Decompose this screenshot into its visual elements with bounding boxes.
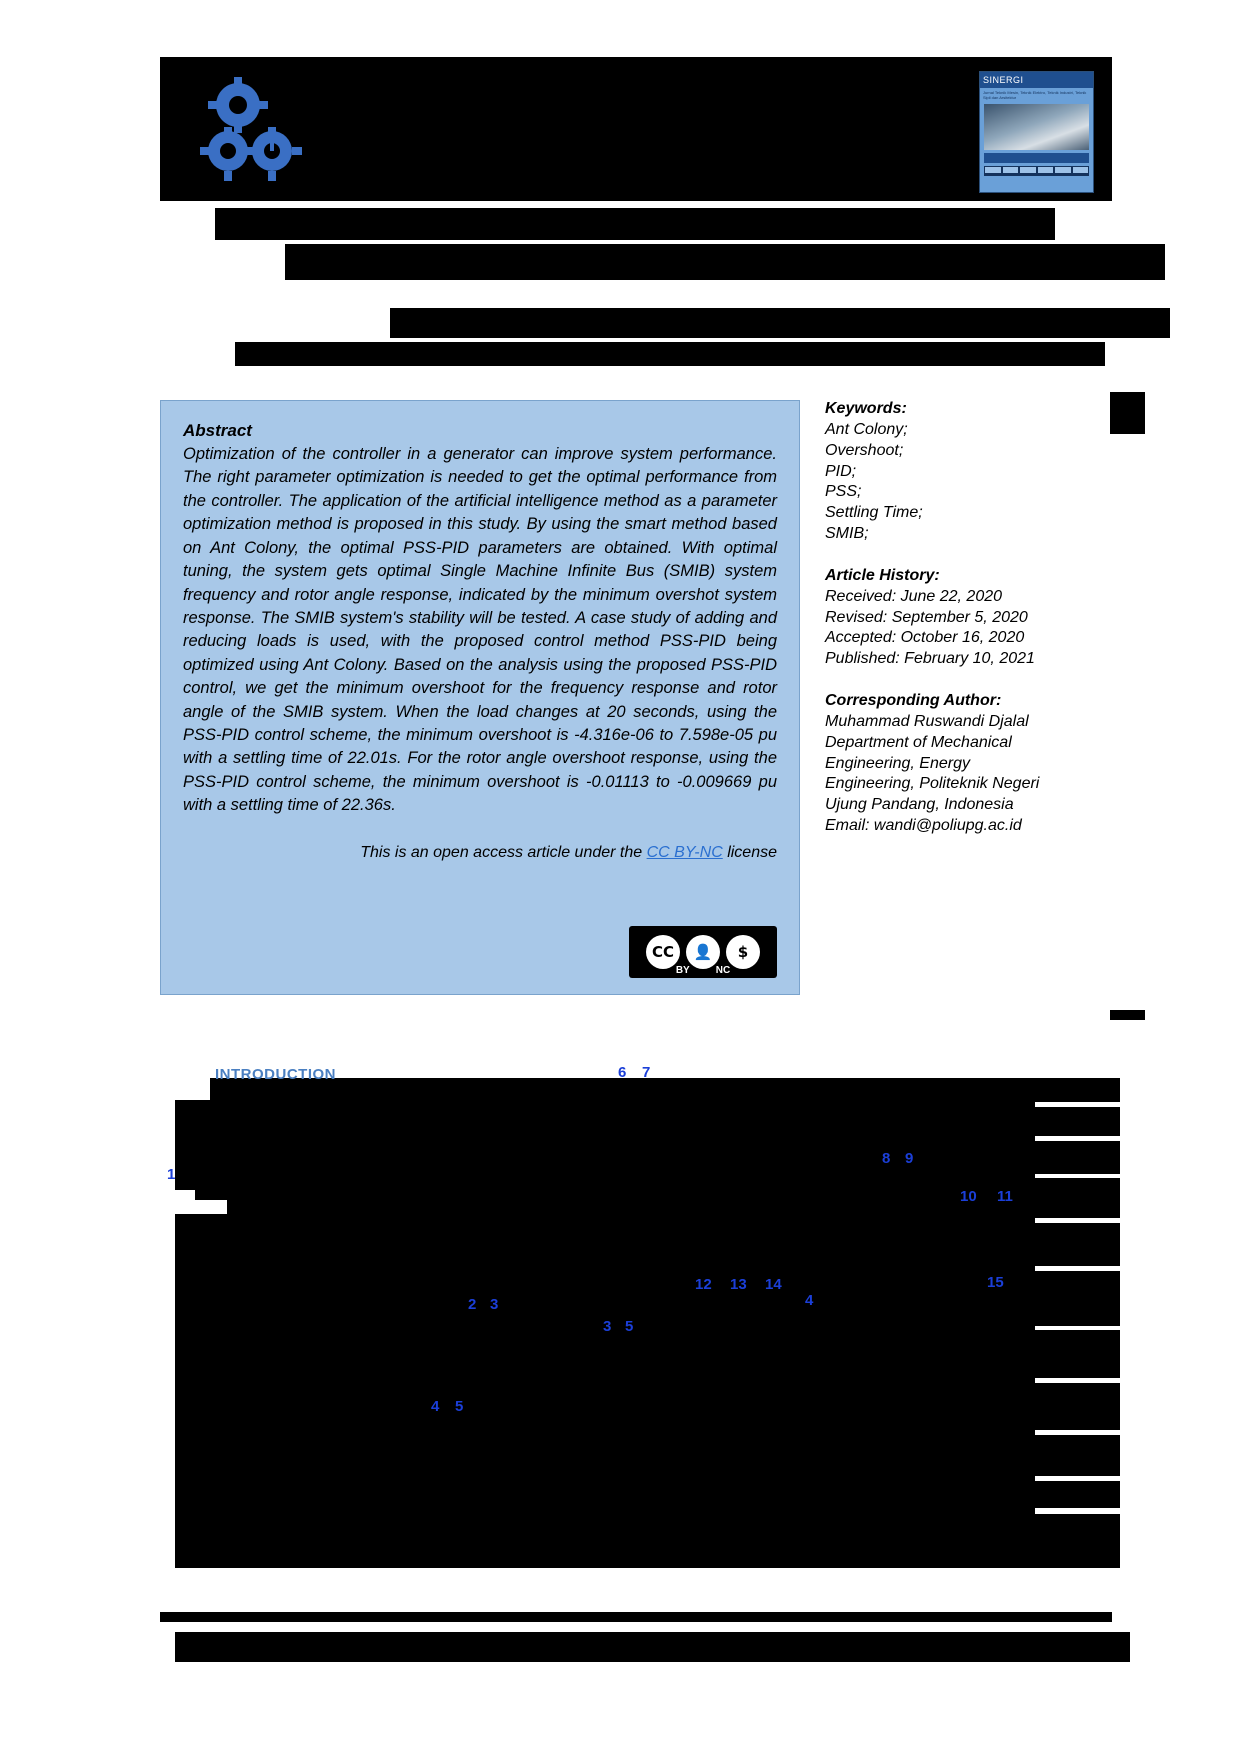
journal-cover-thumbnail <box>979 71 1094 193</box>
license-suffix: license <box>722 843 777 861</box>
cover-title: SINERGI <box>980 72 1093 88</box>
history-item: Accepted: October 16, 2020 <box>825 629 1025 647</box>
cc-icon: CC <box>646 935 680 969</box>
keyword-item: PSS; <box>825 483 862 501</box>
citation-ref[interactable]: 7 <box>642 1064 651 1081</box>
cc-license-badge[interactable] <box>629 926 777 978</box>
cc-badge-labels <box>629 965 777 976</box>
citation-ref[interactable]: 2 <box>468 1296 477 1313</box>
corresponding-email[interactable]: Email: wandi@poliupg.ac.id <box>825 816 1022 834</box>
citation-ref[interactable]: 12 <box>695 1276 712 1293</box>
corresponding-item: Department of Mechanical <box>825 733 1012 751</box>
keyword-item: SMIB; <box>825 524 869 542</box>
cc-nc-icon: $ <box>726 935 760 969</box>
citation-ref[interactable]: 3 <box>603 1318 612 1335</box>
citation-ref[interactable]: 3 <box>490 1296 499 1313</box>
title-block <box>160 208 1112 370</box>
keyword-item: PID; <box>825 462 857 480</box>
abstract-panel <box>160 400 800 995</box>
cover-subtitle: Jurnal Teknik Mesin, Teknik Elektro, Teknik Industri, Teknik Sipil dan Arsitektur <box>983 90 1087 101</box>
citation-ref[interactable]: 1 <box>167 1166 176 1183</box>
title-line-1 <box>215 208 1055 240</box>
cover-accent-bar <box>984 153 1089 163</box>
cc-by-icon: 👤 <box>686 935 720 969</box>
citation-ref[interactable]: 8 <box>882 1150 891 1167</box>
citation-ref[interactable]: 5 <box>625 1318 634 1335</box>
affiliation-line <box>235 342 1105 366</box>
corresponding-item: Muhammad Ruswandi Djalal <box>825 712 1029 730</box>
article-history-group <box>825 567 1115 670</box>
corresponding-item: Ujung Pandang, Indonesia <box>825 796 1014 814</box>
license-prefix: This is an open access article under the <box>360 843 647 861</box>
authors-line <box>390 308 1170 338</box>
keyword-item: Settling Time; <box>825 504 923 522</box>
corresponding-item: Engineering, Politeknik Negeri <box>825 775 1040 793</box>
citation-ref[interactable]: 13 <box>730 1276 747 1293</box>
history-item: Revised: September 5, 2020 <box>825 608 1028 626</box>
right-redaction-strip-top <box>1110 392 1145 434</box>
license-line <box>183 844 777 862</box>
article-history-heading: Article History: <box>825 566 940 584</box>
history-item: Published: February 10, 2021 <box>825 650 1035 668</box>
corresponding-author-heading: Corresponding Author: <box>825 691 1002 709</box>
citation-ref[interactable]: 15 <box>987 1274 1004 1291</box>
title-line-2 <box>285 244 1165 280</box>
citation-ref[interactable]: 11 <box>997 1188 1013 1205</box>
keywords-group <box>825 400 1115 545</box>
keyword-item: Ant Colony; <box>825 421 908 438</box>
citation-ref[interactable]: 5 <box>455 1398 464 1415</box>
right-redaction-strip-bottom <box>1110 1010 1145 1020</box>
history-item: Received: June 22, 2020 <box>825 587 1003 605</box>
citation-ref[interactable]: 4 <box>805 1292 814 1309</box>
citation-ref[interactable]: 10 <box>960 1188 977 1205</box>
body-text-block <box>167 1064 1125 1568</box>
cc-by-label: BY <box>675 965 690 976</box>
abstract-text: Optimization of the controller in a generator can improve system performance. The right parameter optimization is needed to get the optimal performance from the controller. The application of the artificial intelligence method as a parameter optimization method is proposed in this study. By using the smart method based on Ant Colony, the optimal PSS-PID parameters are obtained. With optimal tuning, the system gets optimal Single Machine Infinite Bus (SMIB) system frequency and rotor angle response, indicated by the minimum overshot system response. The SMIB system's stability will be tested. A case study of adding and reducing loads is used, with the proposed control method PSS-PID being optimized using Ant Colony. Based on the analysis using the proposed PSS-PID control, we get the minimum overshoot for the frequency response and rotor angle of the SMIB system. When the load changes at 20 seconds, using the PSS-PID control scheme, the minimum overshoot is -4.316e-06 to 7.598e-05 pu with a settling time of 22.01s. For the rotor angle overshoot response, using the PSS-PID control scheme, the minimum overshoot is -0.01113 to -0.009669 pu with a settling time of 22.36s. <box>183 445 777 815</box>
footer-rule-top <box>160 1612 1112 1622</box>
corresponding-item: Engineering, Energy <box>825 754 970 772</box>
citation-ref[interactable]: 14 <box>765 1276 782 1293</box>
metadata-column <box>825 400 1115 859</box>
citation-ref[interactable]: 4 <box>431 1398 440 1415</box>
masthead-banner <box>160 57 1112 201</box>
cc-nc-label: NC <box>715 965 731 976</box>
footer-text-redaction <box>175 1632 1130 1662</box>
body-redaction-fill <box>175 1078 1125 1568</box>
citation-ref[interactable]: 9 <box>905 1150 914 1167</box>
gears-logo-icon <box>200 75 310 185</box>
keywords-heading: Keywords: <box>825 400 907 417</box>
section-heading-introduction: INTRODUCTION <box>215 1066 336 1083</box>
cover-index-bar <box>984 166 1089 176</box>
citation-ref[interactable]: 6 <box>618 1064 627 1081</box>
cover-image <box>984 104 1089 150</box>
cc-license-link[interactable]: CC BY-NC <box>646 843 723 861</box>
corresponding-author-group <box>825 692 1115 837</box>
abstract-heading: Abstract <box>183 421 252 440</box>
keyword-item: Overshoot; <box>825 441 904 459</box>
